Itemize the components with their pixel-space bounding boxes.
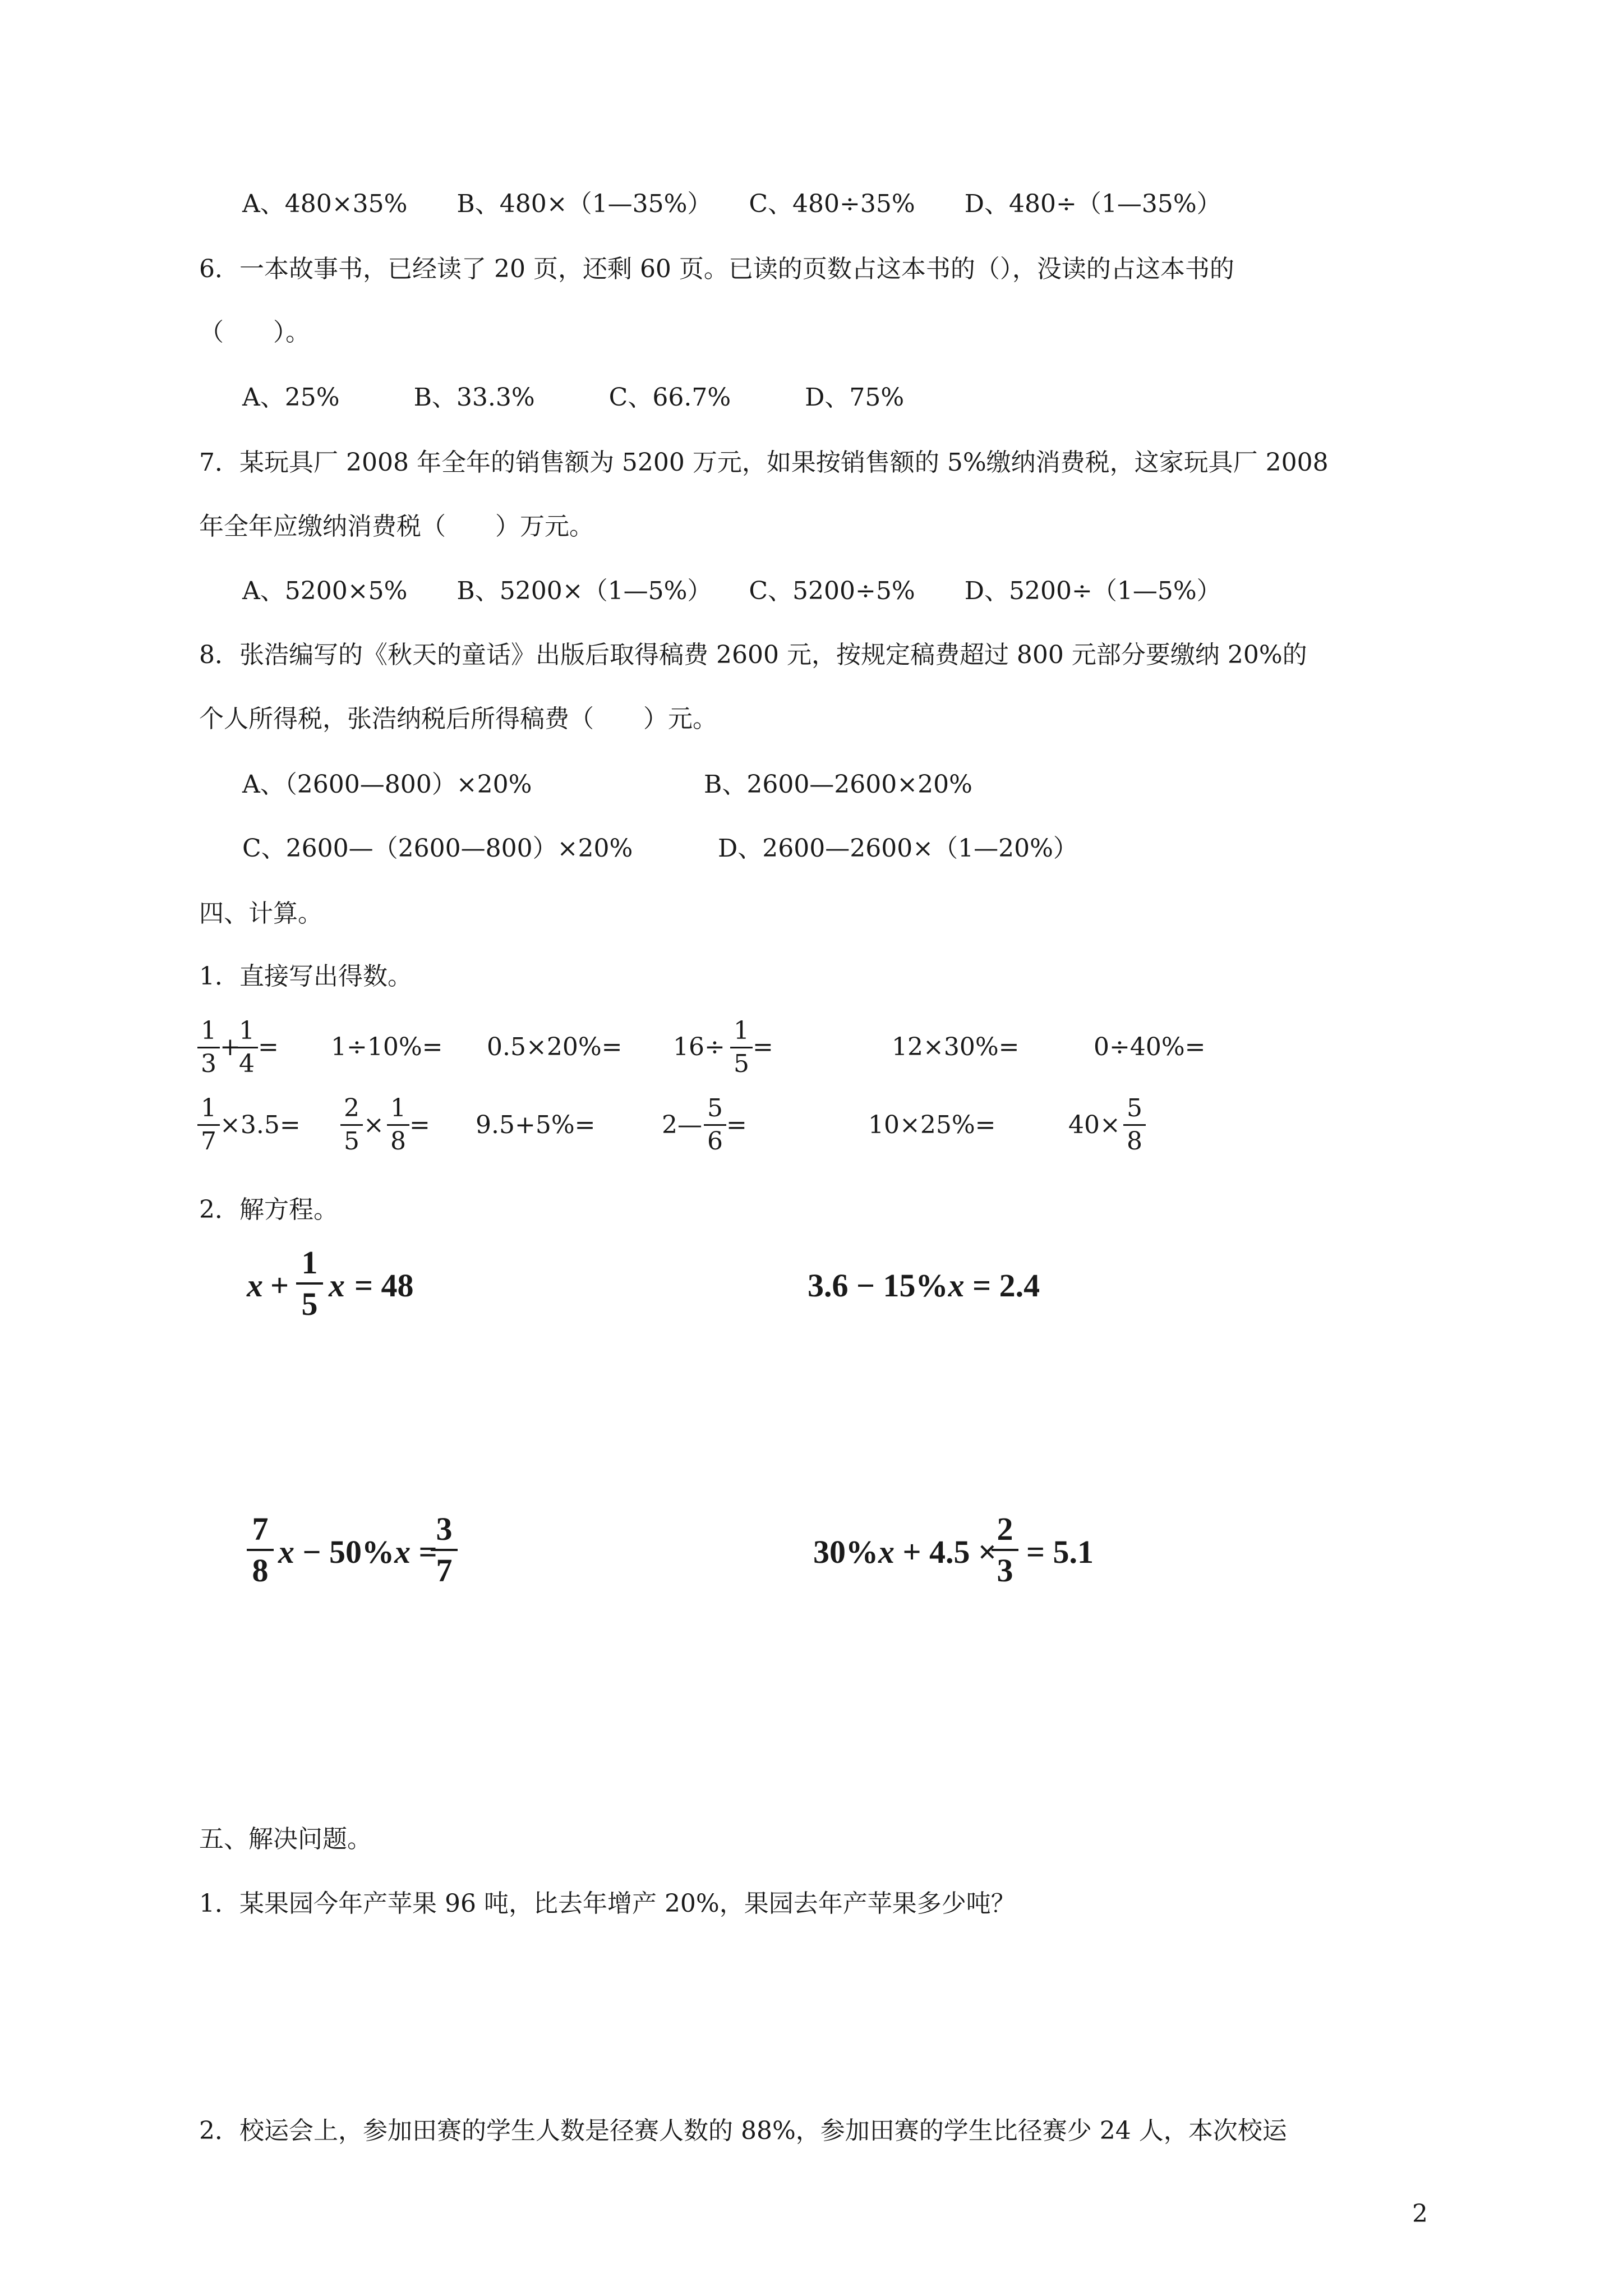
- expr-9.5-plus-5pct: 9.5+5%=: [476, 1111, 596, 1139]
- q8-option-a: A、（2600—800）×20%: [242, 770, 532, 799]
- plus-sign: +: [220, 1033, 241, 1061]
- eq3-middle: x − 50%x =: [278, 1534, 437, 1570]
- q7-stem-line1: 7．某玩具厂 2008 年全年的销售额为 5200 万元，如果按销售额的 5%缴纳消费税，这家玩具厂 2008: [199, 448, 1329, 477]
- fraction-one-seventh: 1 7: [197, 1094, 220, 1156]
- sub-1-heading: 1．直接写出得数。: [199, 962, 412, 991]
- section-5-heading: 五、解决问题。: [199, 1825, 372, 1853]
- expr-40-times: 40×: [1068, 1111, 1121, 1139]
- q6-options: A、25% B、33.3% C、66.7% D、75%: [242, 383, 905, 412]
- fraction-one-third: 1 3: [197, 1016, 220, 1079]
- eq4-lhs: 30%x + 4.5 ×: [813, 1534, 997, 1570]
- eq2-lhs: 3.6 − 15%x = 2.4: [808, 1267, 1040, 1304]
- q8-option-c: C、2600—（2600—800）×20%: [242, 834, 633, 863]
- eq1-fraction-one-fifth: 1 5: [296, 1245, 323, 1322]
- q8-option-b: B、2600—2600×20%: [704, 770, 972, 799]
- fraction-five-sixths: 5 6: [704, 1094, 726, 1156]
- q7-stem-line2: 年全年应缴纳消费税（ ）万元。: [199, 512, 594, 541]
- expr-0-div-40pct: 0÷40%=: [1094, 1033, 1206, 1061]
- times-sign: ×: [363, 1111, 384, 1139]
- q6-stem-line1: 6．一本故事书，已经读了 20 页，还剩 60 页。已读的页数占这本书的（），没读的占这本书的: [199, 255, 1234, 283]
- expr-12-times-30pct: 12×30%=: [892, 1033, 1020, 1061]
- q8-option-d: D、2600—2600×（1—20%）: [718, 834, 1078, 863]
- fraction-one-fifth: 1 5: [730, 1016, 753, 1079]
- fraction-one-eighth: 1 8: [387, 1094, 409, 1156]
- expr-times-3.5: ×3.5=: [220, 1111, 301, 1139]
- equals-sign: =: [409, 1111, 430, 1139]
- expr-2-minus: 2—: [662, 1111, 702, 1139]
- equals-sign: =: [753, 1033, 773, 1061]
- expr-10-times-25pct: 10×25%=: [868, 1111, 996, 1139]
- q6-stem-line2: （ ）。: [199, 318, 310, 347]
- q5-options: A、480×35% B、480×（1—35%） C、480÷35% D、480÷（1—35%）: [242, 190, 1221, 218]
- eq1-rhs: = 48: [354, 1267, 414, 1304]
- q8-stem-line1: 8．张浩编写的《秋天的童话》出版后取得稿费 2600 元，按规定稿费超过 800 元部分要缴纳 20%的: [199, 641, 1307, 669]
- section-4-heading: 四、计算。: [199, 899, 322, 928]
- fraction-five-eighths: 5 8: [1123, 1094, 1146, 1156]
- q8-stem-line2: 个人所得税，张浩纳税后所得稿费（ ）元。: [199, 705, 717, 733]
- fraction-two-fifths: 2 5: [340, 1094, 363, 1156]
- eq4-fraction-two-thirds: 2 3: [992, 1512, 1018, 1588]
- eq1-plus: +: [270, 1267, 289, 1304]
- fraction-one-quarter: 1 4: [236, 1016, 258, 1079]
- equals-sign: =: [258, 1033, 279, 1061]
- sub-2-heading: 2．解方程。: [199, 1195, 338, 1224]
- expr-0.5-times-20pct: 0.5×20%=: [487, 1033, 623, 1061]
- q7-options: A、5200×5% B、5200×（1—5%） C、5200÷5% D、5200÷（1—5%）: [242, 577, 1221, 605]
- eq1-x: x: [247, 1267, 263, 1304]
- problem-1: 1．某果园今年产苹果 96 吨，比去年增产 20%，果园去年产苹果多少吨？: [199, 1889, 1016, 1918]
- eq3-fraction-seven-eighths: 7 8: [247, 1512, 274, 1588]
- eq4-rhs: = 5.1: [1026, 1534, 1094, 1570]
- expr-16-div: 16÷: [673, 1033, 725, 1061]
- expr-1-div-10pct: 1÷10%=: [331, 1033, 443, 1061]
- page-number: 2: [1412, 2200, 1428, 2228]
- eq1-x2: x: [329, 1267, 345, 1304]
- eq3-fraction-three-sevenths: 3 7: [431, 1512, 458, 1588]
- equals-sign: =: [726, 1111, 747, 1139]
- problem-2: 2．校运会上，参加田赛的学生人数是径赛人数的 88%，参加田赛的学生比径赛少 24 人，本次校运: [199, 2116, 1287, 2145]
